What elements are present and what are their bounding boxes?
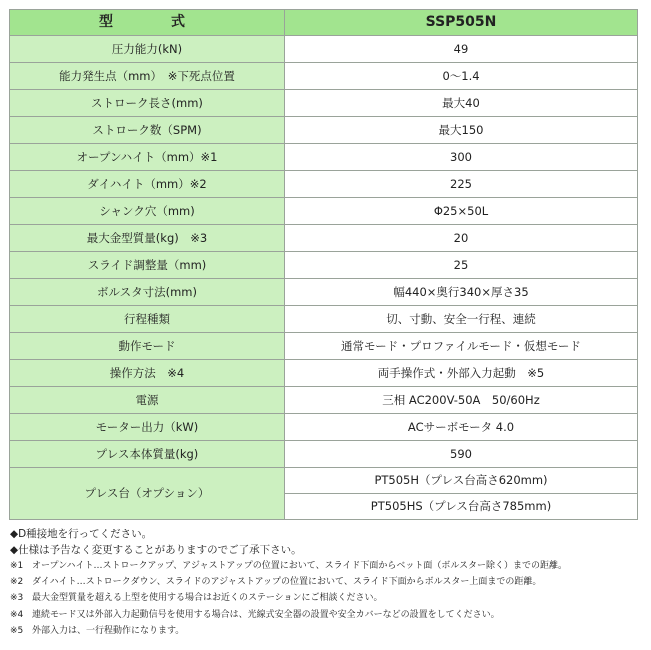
spec-row (10, 171, 638, 198)
spec-label: シャンク穴（mm) (10, 198, 285, 225)
spec-label: 圧力能力(kN) (10, 36, 285, 63)
spec-label: ダイハイト（mm）※2 (10, 171, 285, 198)
spec-label: ストローク数（SPM) (10, 117, 285, 144)
spec-label: モーター出力（kW) (10, 414, 285, 441)
spec-value: 590 (285, 441, 638, 468)
spec-row (10, 306, 638, 333)
spec-value: 300 (285, 144, 638, 171)
footnote (10, 558, 640, 574)
spec-label: 操作方法 ※4 (10, 360, 285, 387)
footnote (10, 607, 640, 623)
spec-row (10, 441, 638, 468)
notes-section (10, 526, 640, 639)
footnote (10, 590, 640, 606)
press-table-value: PT505HS（プレス台高さ785mm) (285, 494, 638, 520)
spec-label: 行程種類 (10, 306, 285, 333)
spec-value: 幅440×奥行340×厚さ35 (285, 279, 638, 306)
spec-label: 電源 (10, 387, 285, 414)
spec-value: 三相 AC200V-50A 50/60Hz (285, 387, 638, 414)
footnote-list (10, 558, 640, 639)
press-table-row (10, 468, 638, 494)
spec-label: プレス本体質量(kg) (10, 441, 285, 468)
footnote (10, 574, 640, 590)
spec-row (10, 144, 638, 171)
spec-row (10, 360, 638, 387)
spec-value: Φ25×50L (285, 198, 638, 225)
press-table-value: PT505H（プレス台高さ620mm) (285, 468, 638, 494)
footnote-mark: ※2 (10, 577, 24, 588)
spec-row (10, 36, 638, 63)
spec-row (10, 252, 638, 279)
footnote-mark: ※1 (10, 561, 24, 571)
spec-row (10, 63, 638, 90)
spec-row (10, 333, 638, 360)
spec-label: 動作モード (10, 333, 285, 360)
spec-row (10, 414, 638, 441)
footnote-mark: ※3 (10, 593, 24, 604)
spec-row (10, 198, 638, 225)
table-header-row (10, 10, 638, 36)
spec-value: 最大40 (285, 90, 638, 117)
model-value: SSP505N (285, 10, 638, 36)
spec-table (9, 9, 638, 520)
spec-label: 最大金型質量(kg) ※3 (10, 225, 285, 252)
footnote-text: 外部入力は、一行程動作になります。 (32, 625, 185, 636)
spec-label: ストローク長さ(mm) (10, 90, 285, 117)
spec-value: 225 (285, 171, 638, 198)
press-table-label: プレス台（オプション） (10, 468, 285, 520)
spec-row (10, 279, 638, 306)
footnote-text: ダイハイト…ストロークダウン、スライドのアジャストアップの位置において、スライド下面からボルスター上面までの距離。 (32, 577, 542, 588)
spec-value: 49 (285, 36, 638, 63)
footnote-mark: ※5 (10, 625, 24, 636)
spec-row (10, 225, 638, 252)
note-spec-change: ◆仕様は予告なく変更することがありますのでご了承下さい。 (10, 544, 302, 556)
model-label: 型 式 (10, 10, 285, 36)
spec-label: ボルスタ寸法(mm) (10, 279, 285, 306)
spec-row (10, 117, 638, 144)
spec-value: 最大150 (285, 117, 638, 144)
spec-label: 能力発生点（mm） ※下死点位置 (10, 63, 285, 90)
spec-value: 通常モード・プロファイルモード・仮想モード (285, 333, 638, 360)
spec-value: 0～1.4 (285, 63, 638, 90)
spec-row (10, 90, 638, 117)
spec-label: オープンハイト（mm）※1 (10, 144, 285, 171)
spec-label: スライド調整量（mm) (10, 252, 285, 279)
spec-value: 20 (285, 225, 638, 252)
footnote-text: オープンハイト…ストロークアップ、アジャストアップの位置において、スライド下面からベット面（ボルスター除く）までの距離。 (32, 561, 568, 571)
spec-value: ACサーボモータ 4.0 (285, 414, 638, 441)
spec-value: 切、寸動、安全一行程、連続 (285, 306, 638, 333)
note-grounding: ◆D種接地を行ってください。 (10, 528, 153, 540)
spec-value: 25 (285, 252, 638, 279)
spec-row (10, 387, 638, 414)
footnote-mark: ※4 (10, 609, 24, 620)
footnote-text: 最大金型質量を超える上型を使用する場合はお近くのステーションにご相談ください。 (32, 593, 383, 604)
spec-value: 両手操作式・外部入力起動 ※5 (285, 360, 638, 387)
footnote (10, 623, 640, 639)
footnote-text: 連続モード又は外部入力起動信号を使用する場合は、光線式安全器の設置や安全カバーなどの設置をしてください。 (32, 609, 500, 620)
